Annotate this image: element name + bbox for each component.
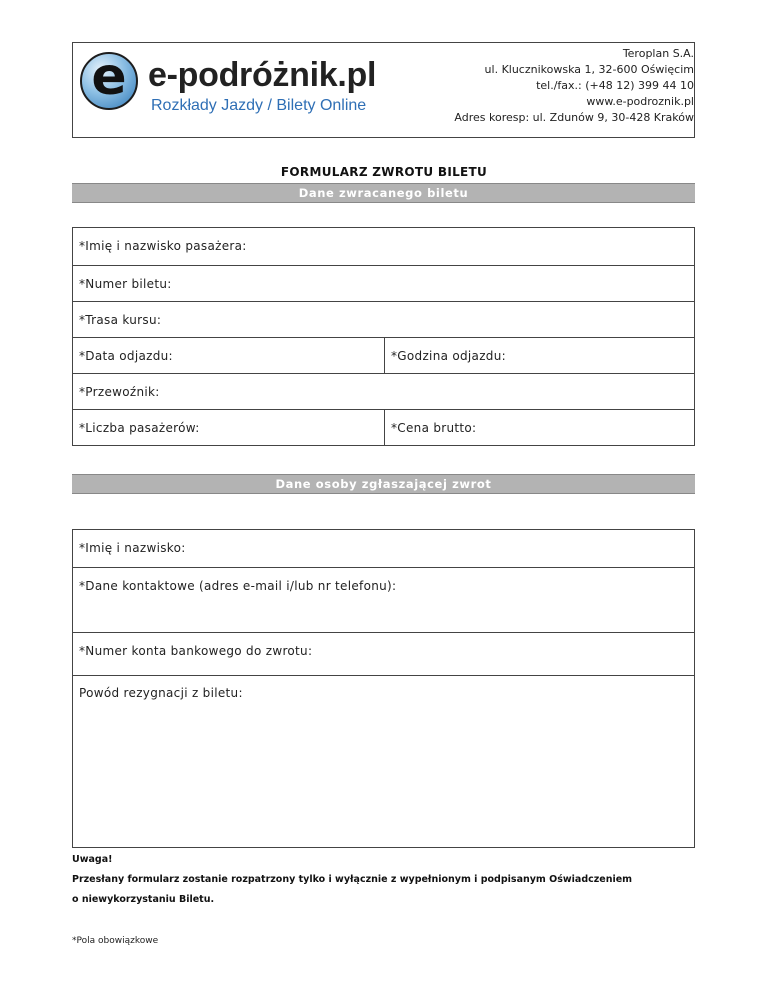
- ticket-data-table: [72, 227, 695, 446]
- required-fields-footnote: *Pola obowiązkowe: [72, 936, 159, 946]
- label-passenger-name: *Imię i nazwisko pasażera:: [79, 239, 247, 253]
- form-title: FORMULARZ ZWROTU BILETU: [280, 165, 488, 179]
- logo-tagline: Rozkłady Jazdy / Bilety Online: [151, 97, 367, 114]
- notice-heading: Uwaga!: [72, 854, 113, 865]
- notice-line-1: Przesłany formularz zostanie rozpatrzony tylko i wyłącznie z wypełnionym i podpisanym Oświadczeniem: [72, 874, 633, 885]
- label-departure-date[interactable]: *Data odjazdu:: [79, 349, 173, 363]
- company-website: www.e-podroznik.pl: [586, 95, 694, 108]
- requester-data-table: [72, 529, 695, 848]
- row-bank-account[interactable]: [73, 632, 694, 675]
- section-requester-title: Dane osoby zgłaszającej zwrot: [72, 474, 695, 494]
- section-ticket-title: Dane zwracanego biletu: [72, 183, 695, 203]
- row-route[interactable]: [73, 301, 694, 337]
- notice: [72, 850, 702, 910]
- logo-name: e-podróżnik.pl: [148, 56, 377, 94]
- label-passenger-count[interactable]: *Liczba pasażerów:: [79, 421, 200, 435]
- label-route: *Trasa kursu:: [79, 313, 162, 327]
- label-bank-account: *Numer konta bankowego do zwrotu:: [79, 644, 313, 658]
- company-phone: tel./fax.: (+48 12) 399 44 10: [536, 79, 694, 92]
- row-contact[interactable]: [73, 567, 694, 632]
- notice-line-2: o niewykorzystaniu Biletu.: [72, 894, 215, 905]
- label-reason: Powód rezygnacji z biletu:: [79, 686, 243, 700]
- company-info: [454, 46, 694, 126]
- row-carrier[interactable]: [73, 373, 694, 409]
- company-address: ul. Klucznikowska 1, 32-600 Oświęcim: [484, 63, 694, 76]
- label-ticket-number: *Numer biletu:: [79, 277, 172, 291]
- row-departure: [73, 337, 694, 373]
- label-contact: *Dane kontaktowe (adres e-mail i/lub nr telefonu):: [79, 579, 397, 593]
- row-ticket-number[interactable]: [73, 265, 694, 301]
- company-mailing-address: Adres koresp: ul. Zdunów 9, 30-428 Kraków: [454, 111, 694, 124]
- label-gross-price[interactable]: *Cena brutto:: [384, 410, 696, 445]
- logo-letter: e: [91, 47, 127, 107]
- row-name[interactable]: [73, 530, 694, 567]
- row-passenger-name[interactable]: [73, 228, 694, 265]
- company-name: Teroplan S.A.: [622, 47, 694, 60]
- label-name: *Imię i nazwisko:: [79, 541, 186, 555]
- row-reason[interactable]: [73, 675, 694, 847]
- label-departure-time[interactable]: *Godzina odjazdu:: [384, 338, 696, 373]
- row-passengers-price: [73, 409, 694, 445]
- label-carrier: *Przewoźnik:: [79, 385, 160, 399]
